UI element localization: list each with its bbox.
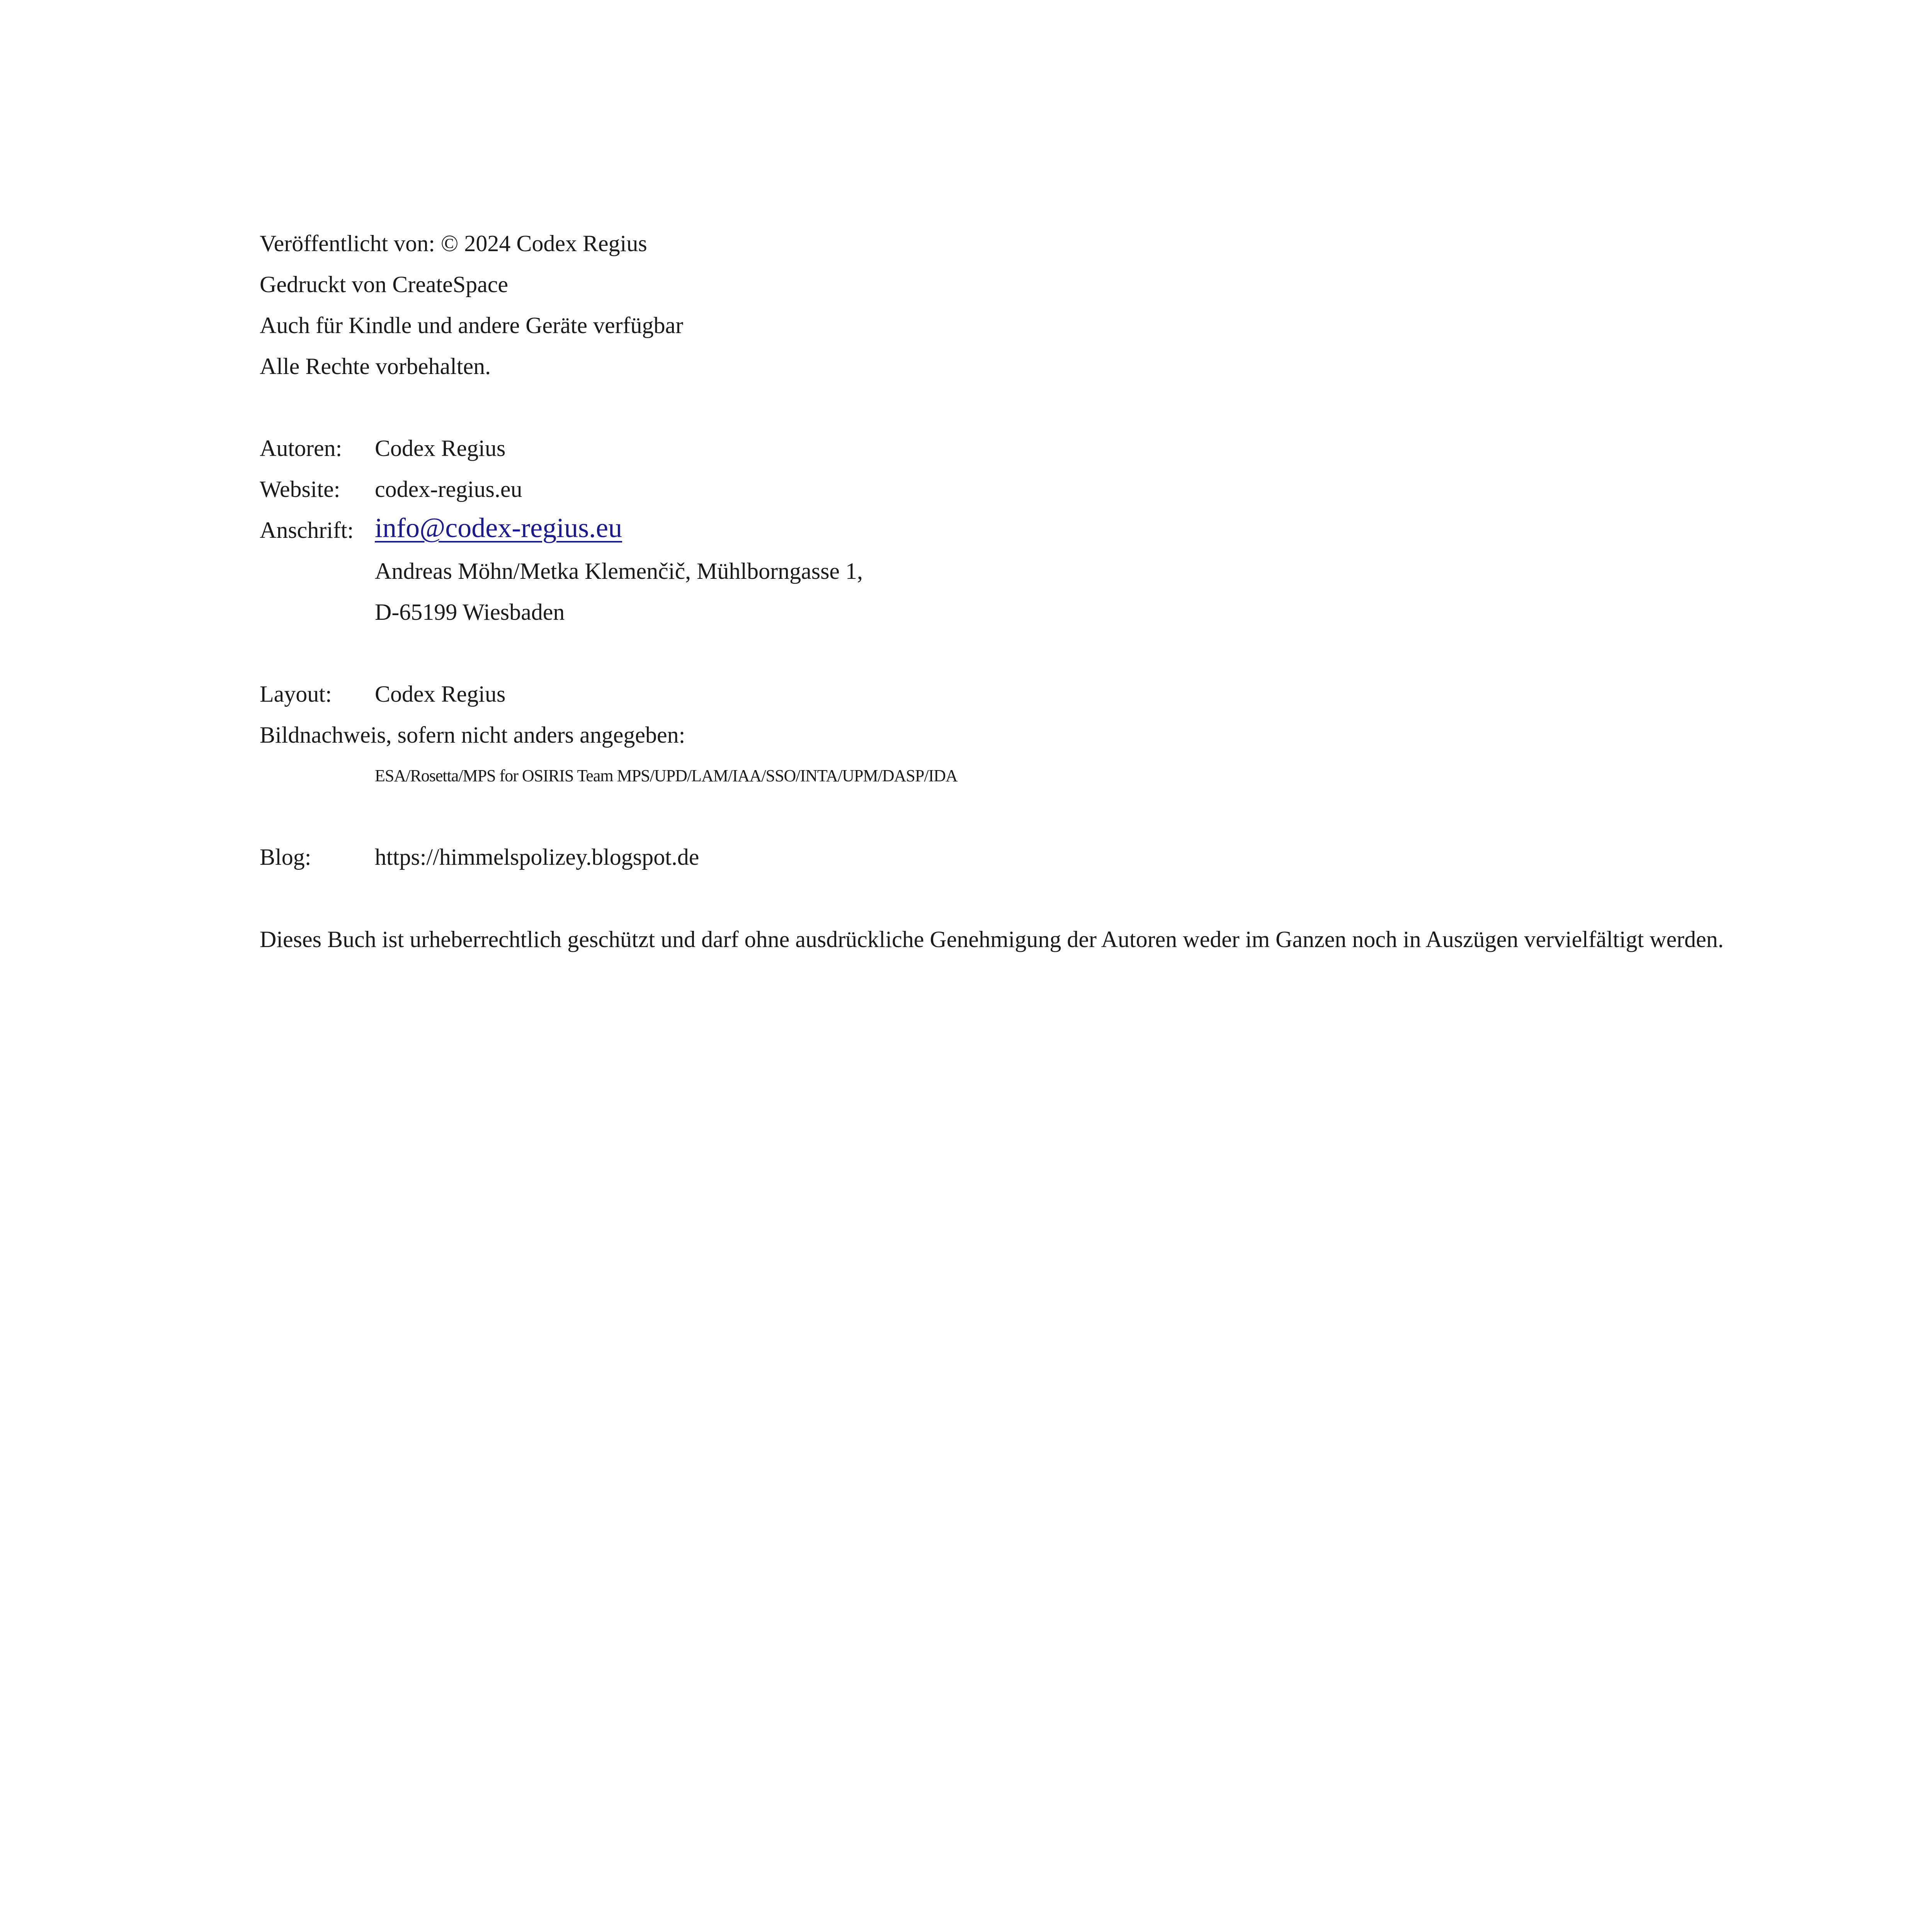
availability-line: Auch für Kindle und andere Geräte verfügbar <box>260 313 684 338</box>
address-line-1: Andreas Möhn/Metka Klemenčič, Mühlborngasse 1, <box>375 558 863 584</box>
image-credit-value: ESA/Rosetta/MPS for OSIRIS Team MPS/UPD/LAM/IAA/SSO/INTA/UPM/DASP/IDA <box>375 766 957 785</box>
website-value: codex-regius.eu <box>375 476 522 502</box>
blog-label: Blog: <box>260 844 311 870</box>
blog-value: https://himmelspolizey.blogspot.de <box>375 844 699 870</box>
printed-by-line: Gedruckt von CreateSpace <box>260 272 509 297</box>
address-line-2: D-65199 Wiesbaden <box>375 599 565 625</box>
rights-line: Alle Rechte vorbehalten. <box>260 354 491 379</box>
website-label: Website: <box>260 476 340 502</box>
authors-value: Codex Regius <box>375 435 506 461</box>
authors-label: Autoren: <box>260 435 342 461</box>
copyright-notice: Dieses Buch ist urheberrechtlich geschützt und darf ohne ausdrückliche Genehmigung der Autoren weder im Ganzen noch in Auszügen vervielfältigt werden. <box>260 927 1724 952</box>
email-link[interactable]: info@codex-regius.eu <box>375 512 622 543</box>
address-email-wrapper <box>375 509 622 549</box>
layout-value: Codex Regius <box>375 681 506 707</box>
layout-label: Layout: <box>260 681 332 707</box>
image-credit-heading: Bildnachweis, sofern nicht anders angegeben: <box>260 722 685 748</box>
published-by-line: Veröffentlicht von: © 2024 Codex Regius <box>260 231 647 256</box>
address-label: Anschrift: <box>260 517 354 543</box>
